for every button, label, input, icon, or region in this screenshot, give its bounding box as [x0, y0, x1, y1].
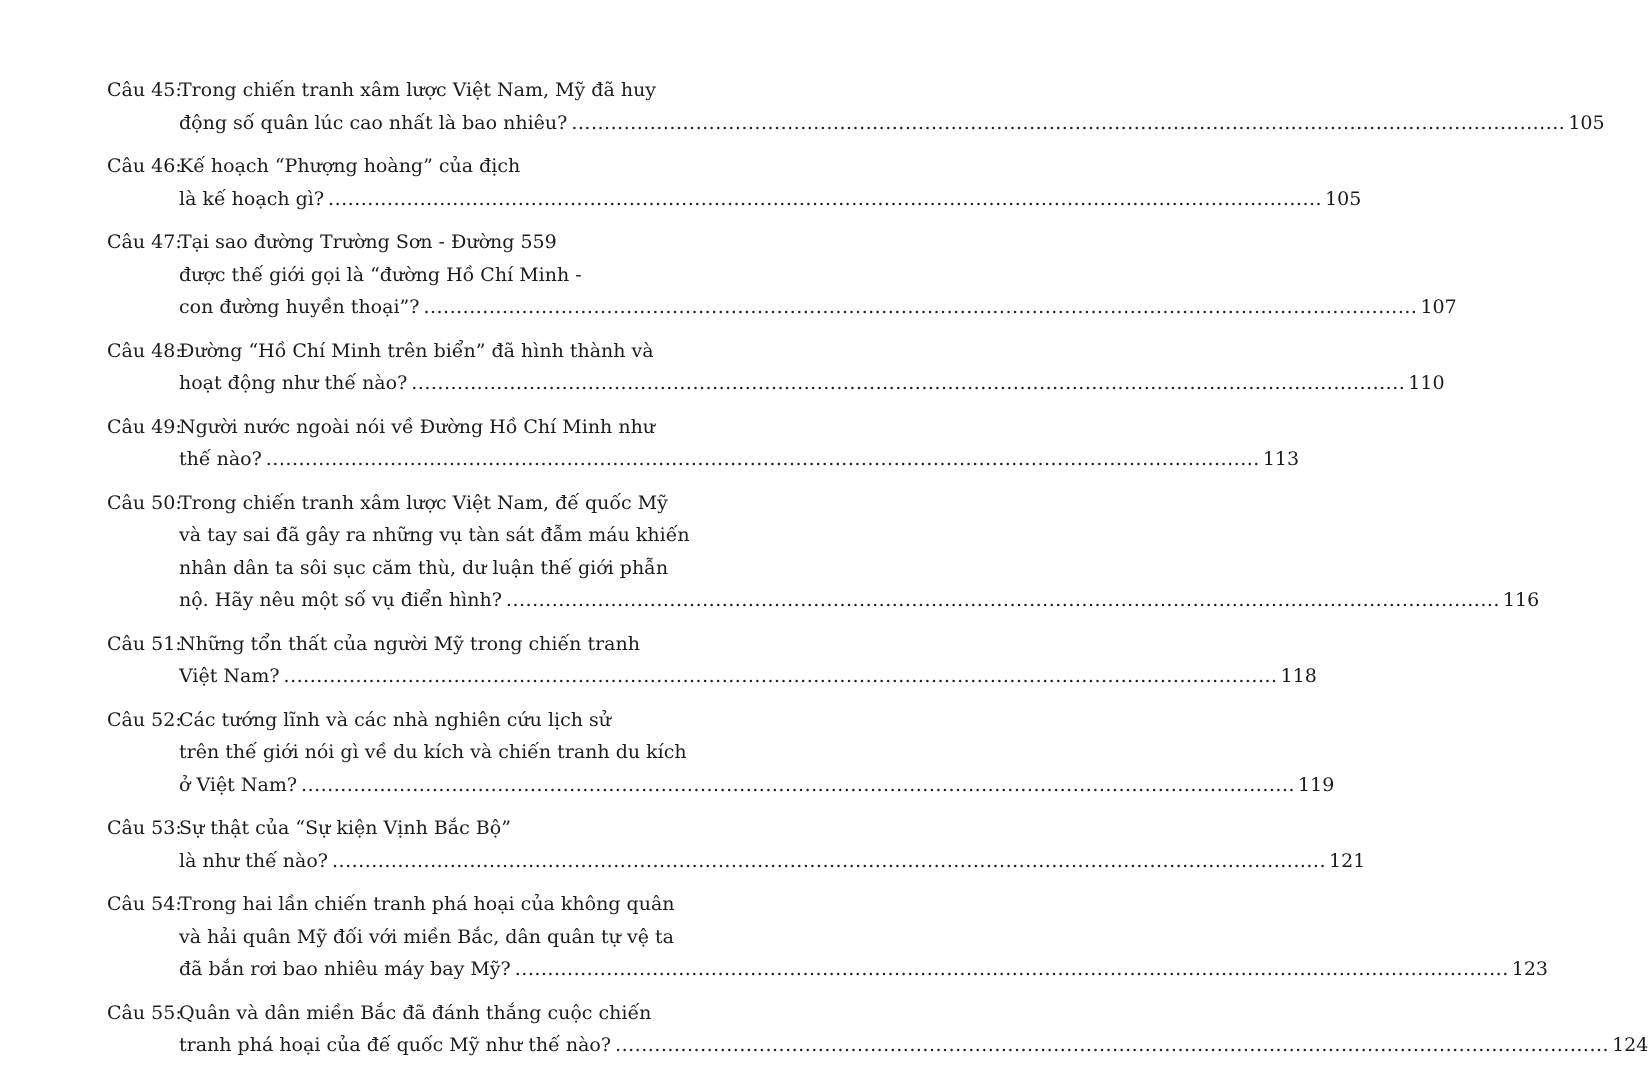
dot-leader [423, 291, 1417, 324]
toc-entry-47[interactable] [107, 226, 1457, 324]
entry-line: Quân và dân miền Bắc đã đánh thắng cuộc chiến [179, 1001, 652, 1024]
entry-text: tranh phá hoại của đế quốc Mỹ như thế nào? [179, 1034, 612, 1056]
entry-body [179, 704, 1334, 802]
page-number: 105 [1325, 187, 1362, 210]
entry-label: Câu 45: [107, 79, 182, 101]
entry-line: và tay sai đã gây ra những vụ tàn sát đẫm máu khiến [179, 524, 690, 546]
entry-line: Kế hoạch “Phượng hoàng” của địch [179, 155, 521, 177]
entry-text: ở Việt Nam? [179, 773, 298, 796]
dot-leader [615, 1029, 1609, 1062]
entry-label: Câu 54: [107, 893, 182, 915]
entry-last-line [179, 953, 1548, 986]
entry-line: Đường “Hồ Chí Minh trên biển” đã hình thành và [179, 339, 654, 362]
entry-text: thế nào? [179, 448, 262, 470]
entry-label: Câu 52: [107, 708, 182, 731]
dot-leader [332, 845, 1326, 878]
entry-last-line [179, 660, 1317, 693]
page-number: 105 [1568, 111, 1605, 134]
toc-entry-55[interactable] [107, 997, 1648, 1062]
entry-line: nhân dân ta sôi sục căm thù, dư luận thế giới phẫn [179, 556, 669, 579]
entry-line: Tại sao đường Trường Sơn - Đường 559 [179, 231, 557, 253]
dot-leader [411, 367, 1405, 400]
entry-body [179, 487, 1539, 617]
entry-last-line [179, 1029, 1648, 1062]
entry-text: hoạt động như thế nào? [179, 372, 408, 394]
entry-last-line [179, 443, 1299, 476]
dot-leader [328, 183, 1322, 216]
entry-body [179, 74, 1605, 139]
entry-label: Câu 47: [107, 231, 182, 253]
entry-line: trên thế giới nói gì về du kích và chiến tranh du kích [179, 741, 687, 763]
entry-label: Câu 53: [107, 817, 182, 839]
page-number: 110 [1408, 372, 1445, 394]
page-number: 119 [1298, 773, 1335, 796]
page-number: 107 [1420, 296, 1457, 318]
entry-label: Câu 48: [107, 339, 182, 362]
dot-leader [266, 443, 1260, 476]
page-number: 118 [1280, 665, 1317, 687]
entry-text: con đường huyền thoại”? [179, 296, 420, 318]
toc-entry-52[interactable] [107, 704, 1335, 802]
table-of-contents [107, 74, 1648, 1073]
toc-entry-49[interactable] [107, 411, 1300, 476]
entry-line: Những tổn thất của người Mỹ trong chiến tranh [179, 632, 640, 655]
toc-entry-50[interactable] [107, 487, 1540, 617]
dot-leader [571, 107, 1565, 140]
entry-text: là kế hoạch gì? [179, 187, 325, 210]
dot-leader [301, 769, 1295, 802]
entry-last-line [179, 845, 1365, 878]
entry-label: Câu 49: [107, 415, 182, 438]
toc-entry-48[interactable] [107, 335, 1445, 400]
entry-text: nộ. Hãy nêu một số vụ điển hình? [179, 589, 502, 611]
entry-body [179, 628, 1317, 693]
toc-entry-46[interactable] [107, 150, 1362, 215]
entry-label: Câu 50: [107, 491, 182, 514]
entry-body [179, 150, 1361, 215]
entry-line: Trong chiến tranh xâm lược Việt Nam, đế quốc Mỹ [179, 491, 668, 514]
page-number: 116 [1502, 589, 1540, 611]
entry-last-line [179, 367, 1445, 400]
dot-leader [515, 953, 1509, 986]
entry-text: đã bắn rơi bao nhiêu máy bay Mỹ? [179, 958, 511, 980]
entry-last-line [179, 584, 1539, 617]
entry-body [179, 997, 1648, 1062]
entry-text: Việt Nam? [179, 665, 280, 687]
entry-last-line [179, 291, 1457, 324]
entry-line: Trong chiến tranh xâm lược Việt Nam, Mỹ đã huy [179, 79, 657, 101]
entry-last-line [179, 183, 1361, 216]
entry-line: được thế giới gọi là “đường Hồ Chí Minh - [179, 263, 582, 286]
entry-label: Câu 46: [107, 155, 182, 177]
toc-entry-45[interactable] [107, 74, 1605, 139]
entry-line: Người nước ngoài nói về Đường Hồ Chí Minh như [179, 415, 656, 438]
entry-last-line [179, 107, 1605, 140]
toc-entry-54[interactable] [107, 888, 1549, 986]
page-number: 113 [1262, 448, 1300, 470]
dot-leader [284, 660, 1278, 693]
entry-body [179, 888, 1548, 986]
entry-line: Sự thật của “Sự kiện Vịnh Bắc Bộ” [179, 817, 511, 839]
entry-label: Câu 51: [107, 632, 182, 655]
page-number: 121 [1329, 849, 1366, 872]
entry-label: Câu 55: [107, 1001, 182, 1024]
entry-line: Các tướng lĩnh và các nhà nghiên cứu lịch sử [179, 708, 611, 731]
entry-line: Trong hai lần chiến tranh phá hoại của không quân [179, 893, 675, 915]
dot-leader [506, 584, 1500, 617]
entry-text: động số quân lúc cao nhất là bao nhiêu? [179, 111, 568, 134]
toc-entry-51[interactable] [107, 628, 1317, 693]
page-number: 123 [1511, 958, 1549, 980]
entry-body [179, 812, 1365, 877]
entry-body [179, 411, 1299, 476]
entry-text: là như thế nào? [179, 849, 328, 872]
entry-last-line [179, 769, 1334, 802]
page-number: 124 [1612, 1034, 1648, 1056]
toc-entry-53[interactable] [107, 812, 1366, 877]
entry-body [179, 335, 1445, 400]
entry-body [179, 226, 1457, 324]
entry-line: và hải quân Mỹ đối với miền Bắc, dân quân tự vệ ta [179, 925, 674, 948]
